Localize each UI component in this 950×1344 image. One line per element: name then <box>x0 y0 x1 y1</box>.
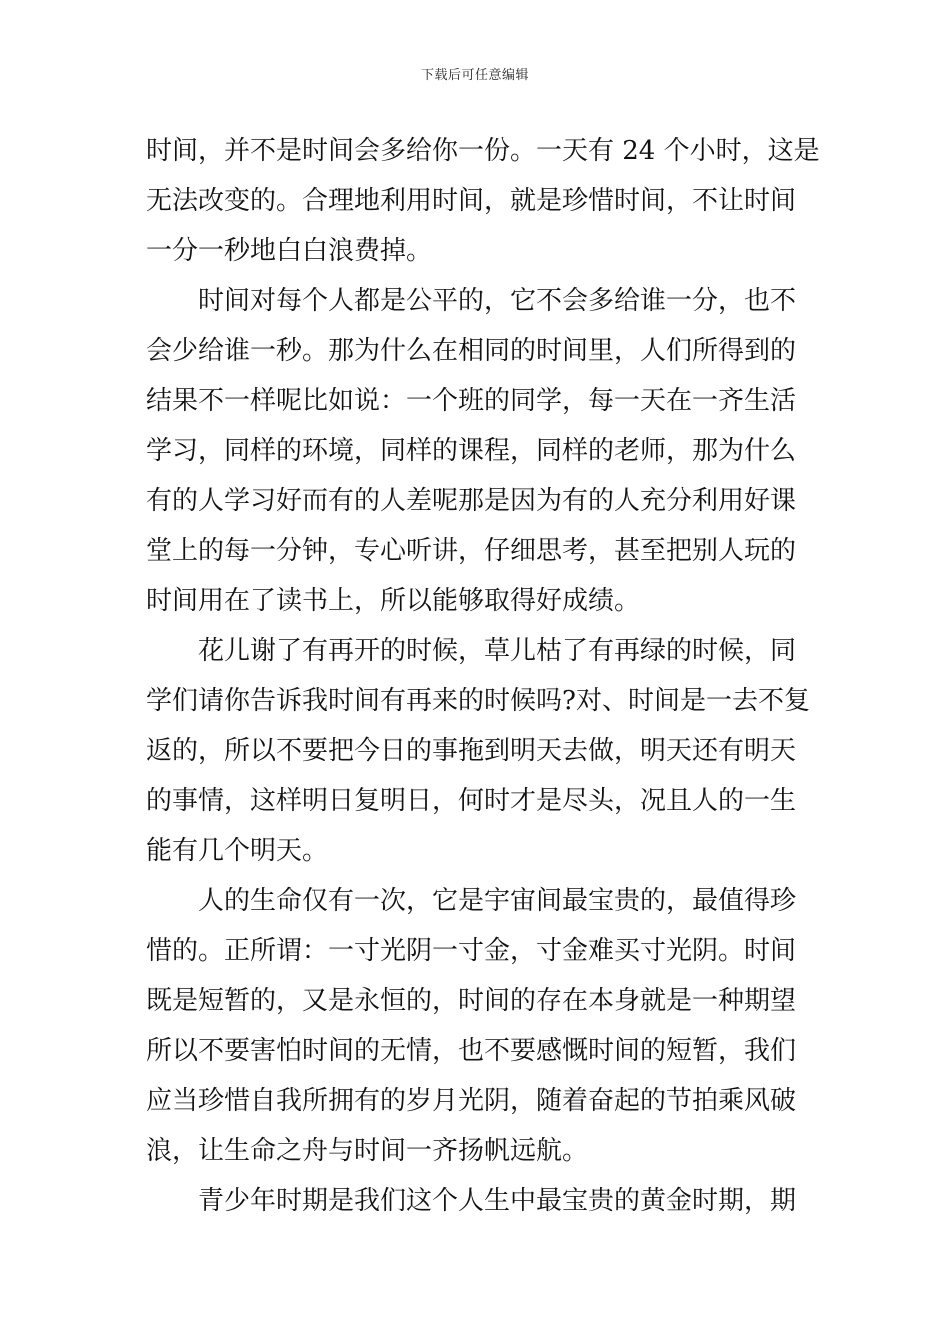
text-line: 无法改变的。合理地利用时间，就是珍惜时间，不让时间 <box>146 186 797 216</box>
text-line: 惜的。正所谓：一寸光阴一寸金，寸金难买寸光阴。时间 <box>146 936 797 966</box>
text-line: 青少年时期是我们这个人生中最宝贵的黄金时期，期 <box>198 1186 797 1216</box>
text-line: 既是短暂的，又是永恒的，时间的存在本身就是一种期望 <box>146 986 797 1016</box>
text-line: 时间对每个人都是公平的，它不会多给谁一分，也不 <box>198 286 797 316</box>
page-header: 下载后可任意编辑 <box>420 68 529 83</box>
body-text <box>146 126 820 1226</box>
paragraph <box>146 1176 806 1226</box>
paragraph <box>146 126 820 276</box>
text-line: 学们请你告诉我时间有再来的时候吗?对、时间是一去不复 <box>146 686 810 716</box>
paragraph <box>146 626 810 876</box>
text-line: 花儿谢了有再开的时候，草儿枯了有再绿的时候，同 <box>198 636 797 666</box>
text-line: 应当珍惜自我所拥有的岁月光阴，随着奋起的节拍乘风破 <box>146 1086 797 1116</box>
text-line: 所以不要害怕时间的无情，也不要感慨时间的短暂，我们 <box>146 1036 797 1066</box>
paragraph <box>146 276 806 626</box>
text-line: 有的人学习好而有的人差呢那是因为有的人充分利用好课 <box>146 486 797 516</box>
text-line: 会少给谁一秒。那为什么在相同的时间里，人们所得到的 <box>146 336 797 366</box>
paragraph <box>146 876 806 1176</box>
text-line: 能有几个明天。 <box>146 836 329 866</box>
text-line: 堂上的每一分钟，专心听讲，仔细思考，甚至把别人玩的 <box>146 536 797 566</box>
text-line: 的事情，这样明日复明日，何时才是尽头，况且人的一生 <box>146 786 797 816</box>
text-line: 时间，并不是时间会多给你一份。一天有 24 个小时，这是 <box>146 136 820 166</box>
text-line: 时间用在了读书上，所以能够取得好成绩。 <box>146 586 641 616</box>
text-line: 结果不一样呢比如说：一个班的同学，每一天在一齐生活 <box>146 386 797 416</box>
text-line: 学习，同样的环境，同样的课程，同样的老师，那为什么 <box>146 436 797 466</box>
text-line: 返的，所以不要把今日的事拖到明天去做，明天还有明天 <box>146 736 797 766</box>
text-line: 人的生命仅有一次，它是宇宙间最宝贵的，最值得珍 <box>198 886 797 916</box>
text-line: 浪，让生命之舟与时间一齐扬帆远航。 <box>146 1136 589 1166</box>
text-line: 一分一秒地白白浪费掉。 <box>146 236 433 266</box>
